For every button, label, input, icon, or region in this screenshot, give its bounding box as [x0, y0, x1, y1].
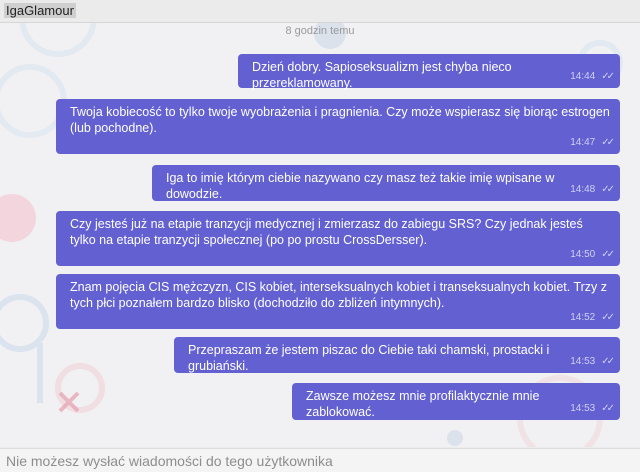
double-check-icon: ✓✓ — [601, 249, 612, 260]
message-area[interactable] — [0, 23, 640, 447]
message-meta — [570, 310, 612, 326]
message-meta — [570, 247, 612, 263]
message-text: Twoja kobiecość to tylko twoje wyobrażenia i pragnienia. Czy może wspierasz się biorąc estrogen (lub pochodne). — [70, 105, 610, 135]
message-bubble[interactable] — [238, 54, 620, 88]
message-meta — [570, 354, 612, 370]
message-bubble[interactable] — [152, 165, 620, 201]
double-check-icon: ✓✓ — [601, 356, 612, 367]
double-check-icon: ✓✓ — [601, 312, 612, 323]
message-text: Przepraszam że jestem piszac do Ciebie taki chamski, prostacki i grubiański. — [188, 343, 550, 373]
message-text: Czy jesteś już na etapie tranzycji medycznej i zmierzasz do zabiegu SRS? Czy jednak jesteś tylko na etapie tranzycji społecznej (po po prostu CrossDersser). — [70, 217, 583, 247]
message-bubble[interactable] — [56, 99, 620, 154]
message-bubble[interactable] — [56, 211, 620, 266]
date-separator: 8 godzin temu — [285, 25, 355, 37]
double-check-icon: ✓✓ — [601, 403, 612, 414]
message-time: 14:53 — [570, 403, 596, 414]
message-text: Zawsze możesz mnie profilaktycznie mnie zablokować. — [306, 389, 540, 419]
message-time: 14:52 — [570, 312, 596, 323]
composer-disabled-bar — [0, 448, 640, 472]
double-check-icon: ✓✓ — [601, 184, 612, 195]
message-time: 14:53 — [570, 356, 596, 367]
message-text: Iga to imię którym ciebie nazywano czy masz też takie imię wpisane w dowodzie. — [166, 171, 555, 201]
message-time: 14:44 — [570, 71, 596, 82]
message-meta — [570, 135, 612, 151]
message-meta — [570, 69, 612, 85]
double-check-icon: ✓✓ — [601, 71, 612, 82]
message-meta — [570, 401, 612, 417]
message-time: 14:50 — [570, 249, 596, 260]
message-bubble[interactable] — [56, 274, 620, 329]
cannot-send-notice: Nie możesz wysłać wiadomości do tego użytkownika — [6, 453, 333, 469]
message-time: 14:47 — [570, 137, 596, 148]
title-bar — [0, 0, 640, 23]
message-text: Znam pojęcia CIS mężczyzn, CIS kobiet, interseksualnych kobiet i transeksualnych kobiet. Trzy z tych płci poznałem bardzo blisko (dochodziło do zbliżeń intymnych). — [70, 280, 608, 310]
message-bubble[interactable] — [292, 383, 620, 420]
message-bubble[interactable] — [174, 337, 620, 373]
message-time: 14:48 — [570, 184, 596, 195]
contact-name[interactable]: IgaGlamour — [6, 3, 74, 18]
double-check-icon: ✓✓ — [601, 137, 612, 148]
message-text: Dzień dobry. Sapioseksualizm jest chyba nieco przereklamowany. — [252, 60, 512, 90]
message-meta — [570, 182, 612, 198]
